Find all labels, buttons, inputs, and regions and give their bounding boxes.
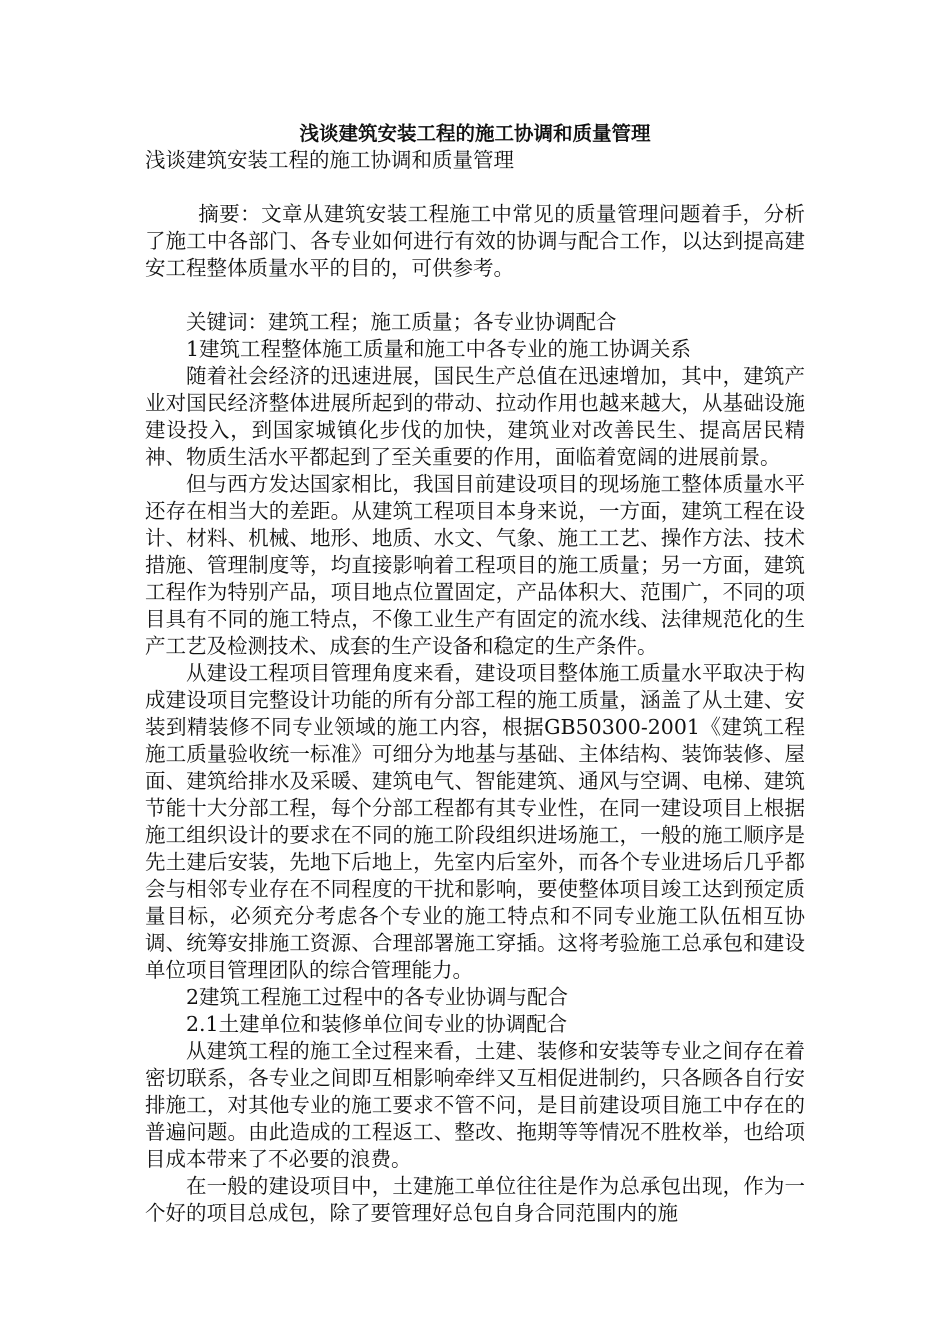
blank-line xyxy=(145,174,805,201)
body-paragraph-1: 随着社会经济的迅速进展，国民生产总值在迅速增加，其中，建筑产业对国民经济整体进展所起到的带动、拉动作用也越来越大，从基础设施建设投入，到国家城镇化步伐的加快，建筑业对改善民生、提高居民精神、物质生活水平都起到了至关重要的作用，面临着宽阔的进展前景。 xyxy=(145,364,805,469)
body-paragraph-4: 从建筑工程的施工全过程来看，土建、装修和安装等专业之间存在着密切联系，各专业之间即互相影响牵绊又互相促进制约，只各顾各自行安排施工，对其他专业的施工要求不管不问，是目前建设项目施工中存在的普遍问题。由此造成的工程返工、整改、拖期等等情况不胜枚举，也给项目成本带来了不必要的浪费。 xyxy=(145,1039,805,1171)
document-body xyxy=(145,120,805,1227)
body-paragraph-2: 但与西方发达国家相比，我国目前建设项目的现场施工整体质量水平还存在相当大的差距。从建筑工程项目本身来说，一方面，建筑工程在设计、材料、机械、地形、地质、水文、气象、施工工艺、操作方法、技术措施、管理制度等，均直接影响着工程项目的施工质量；另一方面，建筑工程作为特别产品，项目地点位置固定，产品体积大、范围广，不同的项目具有不同的施工特点，不像工业生产有固定的流水线、法律规范化的生产工艺及检测技术、成套的生产设备和稳定的生产条件。 xyxy=(145,472,805,658)
body-paragraph-3: 从建设工程项目管理角度来看，建设项目整体施工质量水平取决于构成建设项目完整设计功能的所有分部工程的施工质量，涵盖了从土建、安装到精装修不同专业领域的施工内容，根据GB50300-2001《建筑工程施工质量验收统一标准》可细分为地基与基础、主体结构、装饰装修、屋面、建筑给排水及采暖、建筑电气、智能建筑、通风与空调、电梯、建筑节能十大分部工程，每个分部工程都有其专业性，在同一建设项目上根据施工组织设计的要求在不同的施工阶段组织进场施工，一般的施工顺序是先土建后安装，先地下后地上，先室内后室外，而各个专业进场后几乎都会与相邻专业存在不同程度的干扰和影响，要使整体项目竣工达到预定质量目标，必须充分考虑各个专业的施工特点和不同专业施工队伍相互协调、统筹安排施工资源、合理部署施工穿插。这将考验施工总承包和建设单位项目管理团队的综合管理能力。 xyxy=(145,661,805,982)
subsection-heading-2-1: 2.1土建单位和装修单位间专业的协调配合 xyxy=(186,1012,568,1036)
body-paragraph-5: 在一般的建设项目中，土建施工单位往往是作为总承包出现，作为一个好的项目总成包，除了要管理好总包自身合同范围内的施 xyxy=(145,1174,805,1225)
document-title: 浅谈建筑安装工程的施工协调和质量管理 xyxy=(299,122,651,145)
keywords-line: 关键词：建筑工程；施工质量；各专业协调配合 xyxy=(186,310,617,334)
section-heading-2: 2建筑工程施工过程中的各专业协调与配合 xyxy=(186,985,569,1009)
section-heading-1: 1建筑工程整体施工质量和施工中各专业的施工协调关系 xyxy=(186,337,692,361)
document-subtitle: 浅谈建筑安装工程的施工协调和质量管理 xyxy=(145,148,514,172)
abstract-paragraph: 摘要：文章从建筑安装工程施工中常见的质量管理问题着手，分析了施工中各部门、各专业如何进行有效的协调与配合工作，以达到提高建安工程整体质量水平的目的，可供参考。 xyxy=(145,202,805,280)
blank-line xyxy=(145,282,805,309)
